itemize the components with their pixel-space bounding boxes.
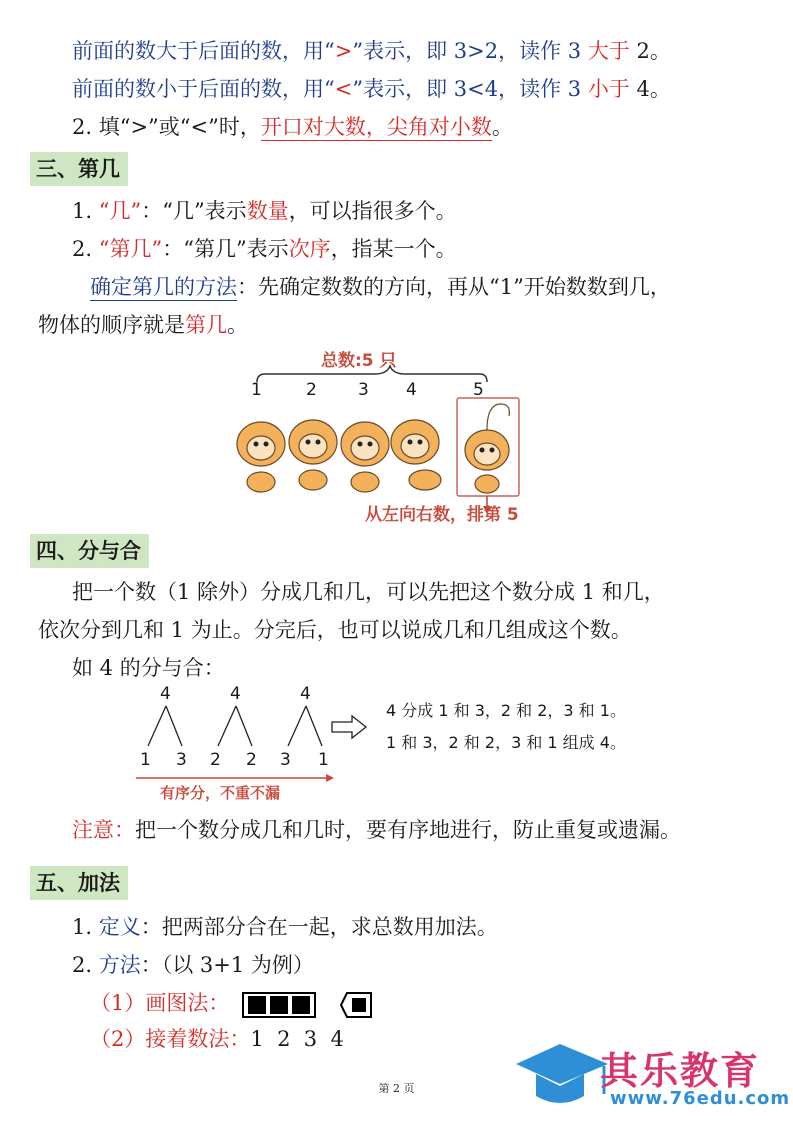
- text: 1 2 3 4: [250, 1027, 344, 1051]
- text: ：“第几”表示: [162, 237, 289, 261]
- tree-top: 4: [300, 684, 311, 704]
- text: 2。: [629, 39, 671, 63]
- page-number: 第 2 页: [378, 1082, 415, 1095]
- num: 2.: [72, 953, 99, 977]
- tree-right: 3: [176, 750, 187, 770]
- monkey-number: 3: [358, 380, 369, 400]
- split-result-2: 1 和 3，2 和 2，3 和 1 组成 4。: [386, 733, 626, 752]
- square-icon: [292, 996, 310, 1014]
- compare-line-3: [72, 112, 513, 142]
- square-icon: [270, 996, 288, 1014]
- monkey-number: 2: [306, 380, 317, 400]
- num: 1.: [72, 199, 99, 223]
- section3-item-2: [72, 234, 457, 264]
- order-note: 有序分，不重不漏: [160, 784, 281, 802]
- tree-top: 4: [230, 684, 241, 704]
- label: 定义: [98, 915, 141, 939]
- highlight: 开口对大数，尖角对小数: [260, 115, 492, 139]
- brand-name: 其乐教育: [600, 1049, 761, 1093]
- label: （1）画图法：: [90, 991, 230, 1015]
- symbol: <: [334, 77, 353, 101]
- section4-example: 如 4 的分与合：: [72, 656, 225, 680]
- text: ：把两部分合在一起，求总数用加法。: [140, 915, 498, 939]
- label: （2）接着数法：: [90, 1027, 251, 1051]
- text: ：“几”表示: [141, 199, 247, 223]
- arrow-box-icon: [339, 991, 373, 1019]
- section4-para-2: 依次分到几和 1 为止。分完后，也可以说成几和几组成这个数。: [38, 618, 632, 642]
- section5-draw: [90, 988, 373, 1019]
- section5-method: [72, 950, 314, 980]
- text: ：先确定数数的方向，再从“1”开始数数到几，: [237, 275, 671, 299]
- text: 物体的顺序就是: [38, 313, 185, 337]
- total-label: 总数:5 只: [321, 351, 397, 371]
- text: ”表示，即 3>2，读作 3: [352, 39, 588, 63]
- text: ，指某一个。: [330, 237, 457, 261]
- compare-line-2: [72, 74, 671, 104]
- highlight: 数量: [246, 199, 289, 223]
- section-heading-5: 五、加法: [30, 866, 128, 900]
- symbol: >: [334, 39, 353, 63]
- section-heading-4: 四、分与合: [30, 534, 149, 568]
- monkey-number: 5: [473, 380, 484, 400]
- draw-group-boxes: [242, 992, 316, 1018]
- tree-left: 3: [280, 750, 291, 770]
- split-result-1: 4 分成 1 和 3，2 和 2，3 和 1。: [386, 701, 626, 720]
- highlight: 大于: [587, 39, 630, 63]
- section3-method: [90, 272, 671, 302]
- highlight: 小于: [587, 77, 630, 101]
- section4-para-1: 把一个数（1 除外）分成几和几，可以先把这个数分成 1 和几，: [72, 580, 665, 604]
- num: 1.: [72, 915, 99, 939]
- highlight: 次序: [288, 237, 331, 261]
- tree-top: 4: [160, 684, 171, 704]
- section5-def: [72, 912, 498, 942]
- text: ”表示，即 3<4，读作 3: [352, 77, 588, 101]
- monkey-icon: [237, 404, 509, 493]
- monkey-number: 4: [406, 380, 417, 400]
- section3-item-1: [72, 196, 457, 226]
- tree-right: 1: [318, 750, 329, 770]
- monkey-caption: 从左向右数，排第 5: [365, 505, 519, 525]
- compare-line-1: [72, 36, 671, 66]
- section3-method-2: [38, 310, 248, 340]
- note-text: 把一个数分成几和几时，要有序地进行，防止重复或遗漏。: [135, 818, 681, 842]
- highlight: 第几: [185, 313, 227, 337]
- draw-single-box: [339, 991, 373, 1019]
- text: ，可以指很多个。: [288, 199, 457, 223]
- brand-url[interactable]: www.76edu.com: [610, 1088, 791, 1109]
- text: 4。: [629, 77, 671, 101]
- tree-left: 1: [140, 750, 151, 770]
- text: 。: [227, 313, 248, 337]
- label: “第几”: [98, 237, 163, 261]
- label: 方法: [98, 953, 141, 977]
- text: 前面的数小于后面的数，用“: [72, 77, 335, 101]
- text: 前面的数大于后面的数，用“: [72, 39, 335, 63]
- text: 2. 填“>”或“<”时，: [72, 115, 261, 139]
- text: ：（以 3+1 为例）: [140, 953, 314, 977]
- monkey-figure: [225, 344, 565, 534]
- label: “几”: [98, 199, 142, 223]
- tree-right: 2: [246, 750, 257, 770]
- label: 确定第几的方法: [90, 275, 237, 299]
- square-icon: [248, 996, 266, 1014]
- tree-left: 2: [210, 750, 221, 770]
- text: 。: [491, 115, 513, 139]
- section4-note: [72, 815, 681, 845]
- split-diagram: [130, 684, 690, 804]
- note-label: 注意：: [72, 818, 135, 842]
- section-heading-3: 三、第几: [30, 152, 128, 186]
- num: 2.: [72, 237, 99, 261]
- section5-count: [90, 1024, 344, 1054]
- monkey-number: 1: [251, 380, 262, 400]
